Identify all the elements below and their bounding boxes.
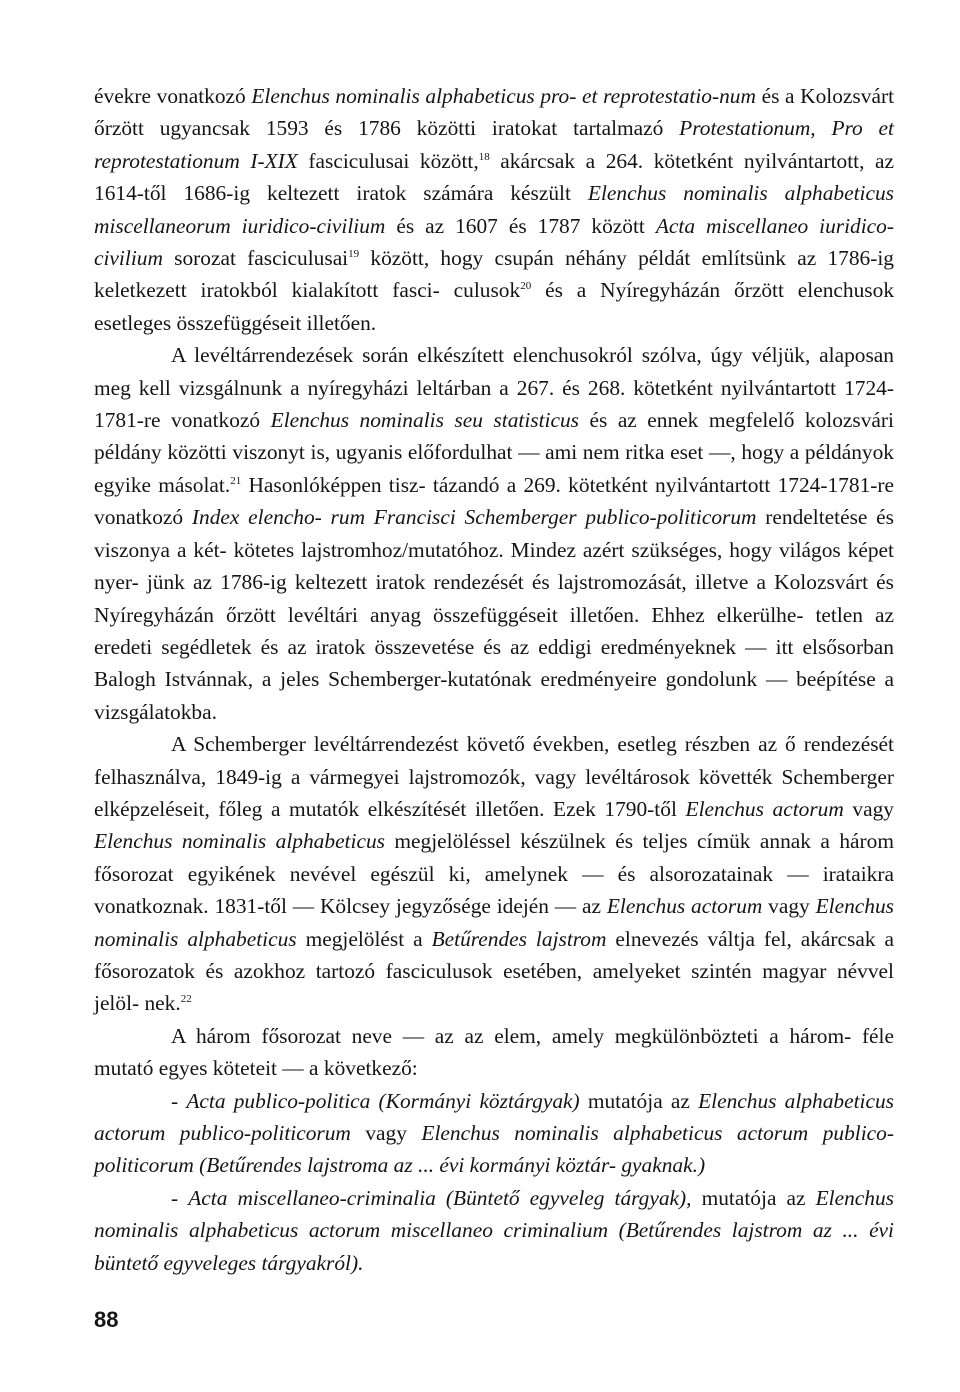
italic-title: Elenchus nominalis alphabeticus miscellaneorum iuridico-civilium <box>94 181 894 238</box>
text-run: - <box>171 1185 189 1210</box>
text-run: A három fősorozat neve — az az elem, amely megkülönbözteti a három- féle mutató egyes köteteit — a következő: <box>94 1023 894 1081</box>
italic-title: Acta miscellaneo iuridico-civilium <box>94 213 894 271</box>
text-run: mutatója az <box>579 1088 699 1113</box>
italic-title: Elenchus alphabeticus actorum publico-politicorum <box>94 1088 894 1145</box>
italic-title: Protestationum, Pro et reprotestationum I-XIX <box>94 116 894 173</box>
text-run: A levéltárrendezések során elkészített elenchusokról szólva, úgy véljük, alaposan meg kell vizsgálnunk a nyíregyházi leltárban a 267. és 268. kötetként nyilvántartott 1724-1781-re vonatkozó <box>94 343 894 433</box>
italic-title: Elenchus nominalis alphabeticus actorum miscellaneo criminalium (Betűrendes lajstrom az ... évi büntető egyveleges tárgyakról). <box>94 1185 894 1275</box>
italic-title: Elenchus nominalis alphabeticus actorum publico-politicorum (Betűrendes lajstroma az ... évi kormányi köztár- gyaknak.) <box>94 1121 894 1178</box>
italic-title: Acta miscellaneo-criminalia (Büntető egyveleg tárgyak), <box>188 1185 692 1210</box>
italic-title: Elenchus nominalis alphabeticus <box>94 829 385 854</box>
italic-title: Elenchus nominalis alphabeticus pro- et reprotestatio-num <box>251 84 756 108</box>
text-run: elnevezés váltja fel, akárcsak a fősorozatok és azokhoz tartozó fasciculusok esetében, amelyeket szintén magyar névvel jelöl- nek. <box>94 926 894 1016</box>
text-run: vagy <box>350 1121 422 1145</box>
paragraph <box>94 1182 894 1279</box>
italic-title: Acta publico-politica (Kormányi köztárgyak) <box>186 1088 580 1113</box>
text-run: A Schemberger levéltárrendezést követő években, esetleg részben az ő rendezését felhasználva, 1849-ig a vármegyei lajstromozók, vagy levéltárosok követték Schemberger elképzeléseit, főleg a mutatók elkészítését illetően. Ezek 1790-től <box>94 732 894 821</box>
text-run: és az ennek megfelelő kolozsvári példány közötti viszonyt is, ugyanis előfordulhat — ami nem ritka eset —, hogy a példányok egyike másolat. <box>94 408 894 497</box>
paragraph <box>94 728 894 1020</box>
footnote-marker: 22 <box>180 993 192 1006</box>
italic-title: Elenchus actorum <box>685 796 844 821</box>
text-run: sorozat fasciculusai <box>162 246 349 271</box>
paragraph <box>94 1020 894 1085</box>
text-run: megjelöléssel készülnek és teljes címük annak a három fősorozat egyikének nevével egészül ki, amelynek — és alsorozatainak — irataikra vonatkoznak. 1831-től — Kölcsey jegyzősége idején — az <box>94 829 894 919</box>
text-run: és a Nyíregyházán őrzött elenchusok esetleges összefüggéseit illetően. <box>94 278 895 335</box>
footnote-marker: 21 <box>230 474 242 487</box>
footnote-marker: 20 <box>520 280 532 293</box>
paragraph <box>94 80 894 339</box>
text-run: akárcsak a 264. kötetként nyilvántartott, az 1614-től 1686-ig keltezett iratok számára készült <box>94 148 894 206</box>
paragraph <box>94 1085 894 1182</box>
page-number: 88 <box>94 1307 119 1332</box>
text-run: és a Kolozsvárt őrzött ugyancsak 1593 és 1786 közötti iratokat tartalmazó <box>94 84 895 141</box>
italic-title: Index elencho- rum Francisci Schemberger publico-politicorum <box>191 505 757 530</box>
italic-title: Elenchus actorum <box>606 894 763 919</box>
text-run: között, hogy csupán néhány példát említsünk az 1786-ig keletkezett iratokból kialakított fasci- culusok <box>94 246 895 303</box>
italic-title: Elenchus nominalis alphabeticus <box>94 894 894 951</box>
italic-title: Elenchus nominalis seu statisticus <box>270 408 579 433</box>
footnote-marker: 18 <box>478 150 490 163</box>
text-run: rendeltetése és viszonya a két- kötetes lajstromhoz/mutatóhoz. Mindez azért szükséges, hogy világos képet nyer- jünk az 1786-ig keltezett iratok rendezését és lajstromozását, illetve a Kolozsvárt és Nyíregyházán őrzött levéltári anyag összefüggéseit illetően. Ehhez elkerülhe- tetlen az eredeti segédletek és az iratok összevetése és az eddigi eredményeknek — itt elsősorban Balogh Istvánnak, a jeles Schemberger-kutatónak eredményeire gondolunk — beépítése a vizsgálatokba. <box>94 505 894 724</box>
text-run: évekre vonatkozó <box>94 84 252 108</box>
body-text <box>94 80 894 1279</box>
footnote-marker: 19 <box>348 248 360 261</box>
text-run: mutatója az <box>691 1185 816 1210</box>
text-run: vagy <box>762 894 816 919</box>
paragraph <box>94 339 894 728</box>
text-run: és az 1607 és 1787 között <box>385 213 656 238</box>
text-run: megjelölést a <box>296 926 432 951</box>
italic-title: Betűrendes lajstrom <box>431 926 607 951</box>
text-run: vagy <box>843 796 894 821</box>
text-run: - <box>171 1088 187 1113</box>
text-run: fasciculusai között, <box>297 148 479 173</box>
text-run: Hasonlóképpen tisz- tázandó a 269. kötetként nyilvántartott 1724-1781-re vonatkozó <box>94 472 895 530</box>
